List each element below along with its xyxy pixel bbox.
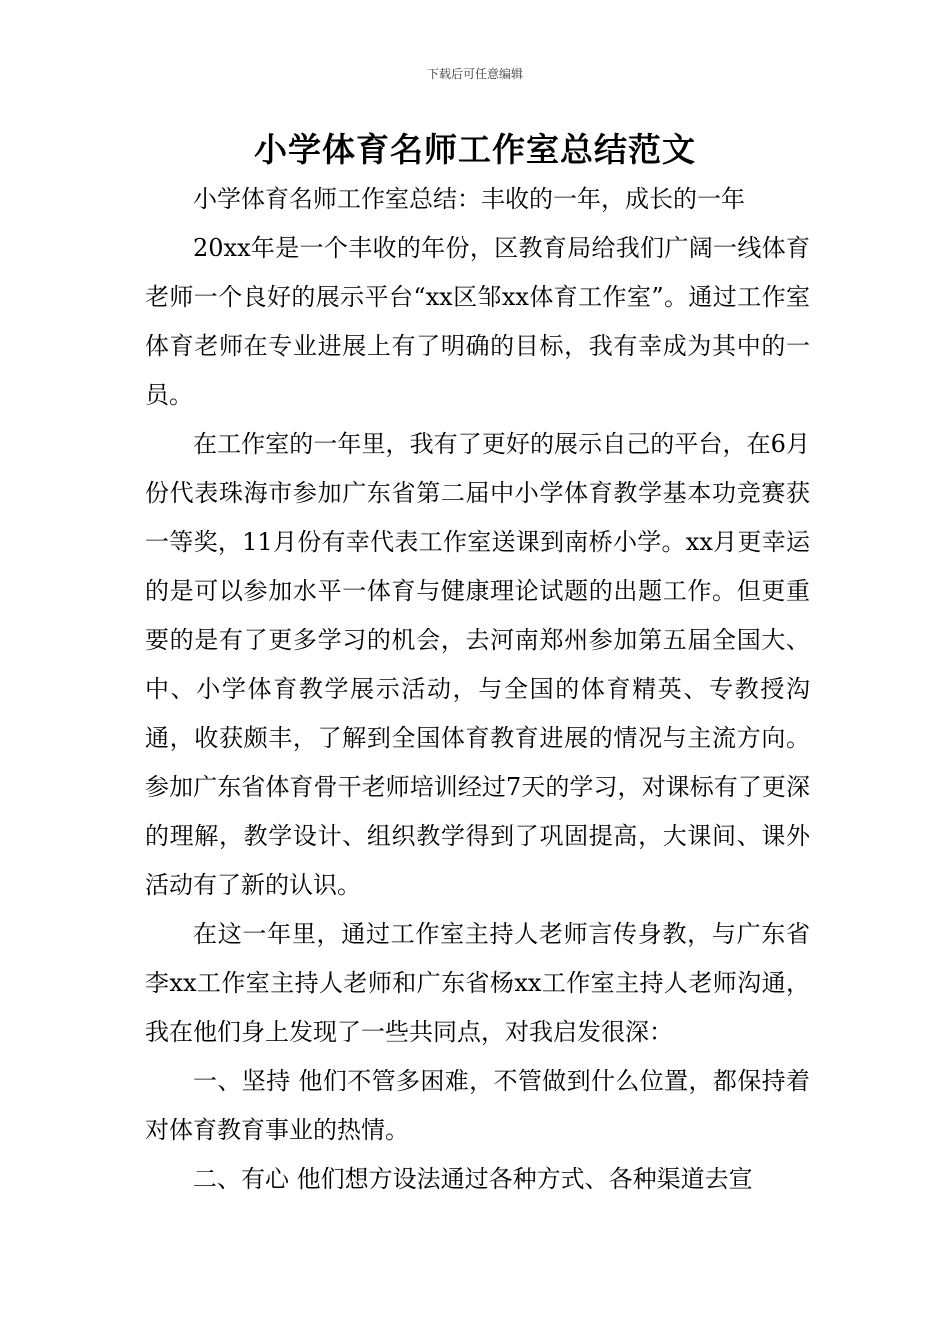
paragraph-point-two: 二、有心 他们想方设法通过各种方式、各种渠道去宣 [193, 1165, 753, 1193]
paragraph-intro: 20xx年是一个丰收的年份，区教育局给我们广阔一线体育老师一个良好的展示平台“xx区邹xx体育工作室”。通过工作室体育老师在专业进展上有了明确的目标，我有幸成为其中的一员。 [145, 234, 810, 409]
document-title: 小学体育名师工作室总结范文 [254, 130, 696, 169]
document-body [145, 175, 810, 1204]
paragraph-mentors: 在这一年里，通过工作室主持人老师言传身教，与广东省李xx工作室主持人老师和广东省杨xx工作室主持人老师沟通，我在他们身上发现了一些共同点，对我启发很深： [145, 920, 810, 1046]
page-header-note: 下载后可任意编辑 [426, 67, 523, 81]
paragraph-point-one: 一、坚持 他们不管多困难，不管做到什么位置，都保持着对体育教育事业的热情。 [145, 1067, 810, 1144]
paragraph-subtitle: 小学体育名师工作室总结：丰收的一年，成长的一年 [193, 185, 745, 213]
paragraph-achievements: 在工作室的一年里，我有了更好的展示自己的平台，在6月份代表珠海市参加广东省第二届中小学体育教学基本功竞赛获一等奖，11月份有幸代表工作室送课到南桥小学。xx月更幸运的是可以参加水平一体育与健康理论试题的出题工作。但更重要的是有了更多学习的机会，去河南郑州参加第五届全国大、中、小学体育教学展示活动，与全国的体育精英、专教授沟通，收获颇丰，了解到全国体育教育进展的情况与主流方向。参加广东省体育骨干老师培训经过7天的学习，对课标有了更深的理解，教学设计、组织教学得到了巩固提高，大课间、课外活动有了新的认识。 [145, 430, 810, 899]
